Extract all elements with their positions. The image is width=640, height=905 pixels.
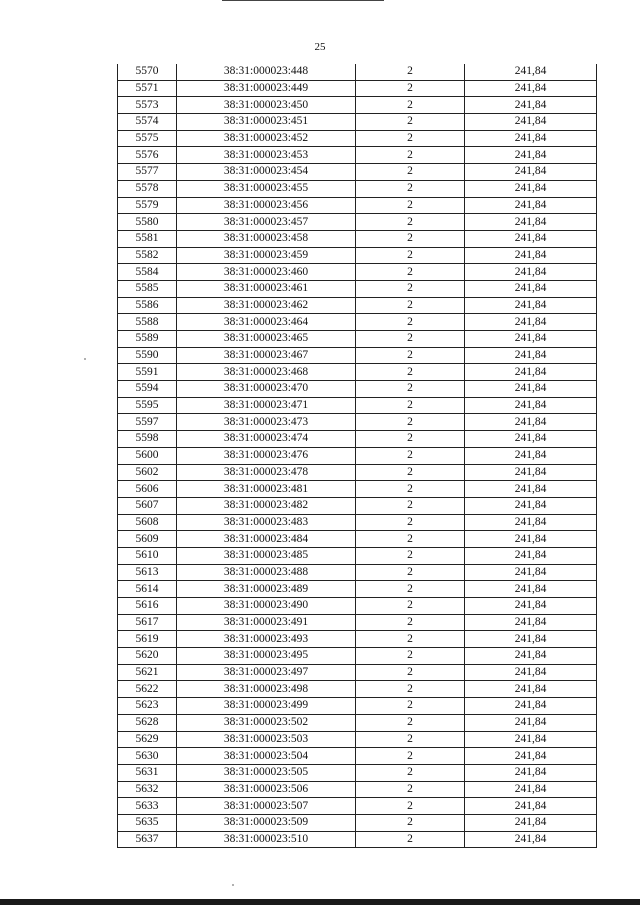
row-number-cell: 5628 xyxy=(118,714,177,731)
cadastral-number-cell: 38:31:000023:488 xyxy=(177,564,356,581)
cadastral-number-cell: 38:31:000023:476 xyxy=(177,447,356,464)
count-cell: 2 xyxy=(356,64,465,80)
table-row xyxy=(118,648,597,665)
count-cell: 2 xyxy=(356,698,465,715)
table-row xyxy=(118,831,597,848)
count-cell: 2 xyxy=(356,764,465,781)
row-number-cell: 5606 xyxy=(118,481,177,498)
row-number-cell: 5582 xyxy=(118,247,177,264)
count-cell: 2 xyxy=(356,197,465,214)
cadastral-number-cell: 38:31:000023:470 xyxy=(177,381,356,398)
row-number-cell: 5614 xyxy=(118,581,177,598)
row-number-cell: 5573 xyxy=(118,97,177,114)
row-number-cell: 5597 xyxy=(118,414,177,431)
row-number-cell: 5602 xyxy=(118,464,177,481)
cadastral-number-cell: 38:31:000023:457 xyxy=(177,214,356,231)
cadastral-number-cell: 38:31:000023:484 xyxy=(177,531,356,548)
row-number-cell: 5577 xyxy=(118,164,177,181)
page-number: 25 xyxy=(314,41,326,53)
count-cell: 2 xyxy=(356,297,465,314)
cadastral-number-cell: 38:31:000023:504 xyxy=(177,748,356,765)
count-cell: 2 xyxy=(356,781,465,798)
area-cell: 241,84 xyxy=(465,614,597,631)
area-cell: 241,84 xyxy=(465,481,597,498)
table-row xyxy=(118,748,597,765)
table-row xyxy=(118,130,597,147)
table-row xyxy=(118,280,597,297)
row-number-cell: 5586 xyxy=(118,297,177,314)
cadastral-number-cell: 38:31:000023:456 xyxy=(177,197,356,214)
table-row xyxy=(118,247,597,264)
count-cell: 2 xyxy=(356,164,465,181)
table-row xyxy=(118,581,597,598)
area-cell: 241,84 xyxy=(465,764,597,781)
row-number-cell: 5633 xyxy=(118,798,177,815)
count-cell: 2 xyxy=(356,614,465,631)
count-cell: 2 xyxy=(356,97,465,114)
row-number-cell: 5598 xyxy=(118,431,177,448)
area-cell: 241,84 xyxy=(465,598,597,615)
area-cell: 241,84 xyxy=(465,197,597,214)
table-row xyxy=(118,447,597,464)
count-cell: 2 xyxy=(356,598,465,615)
area-cell: 241,84 xyxy=(465,464,597,481)
row-number-cell: 5574 xyxy=(118,114,177,131)
cadastral-number-cell: 38:31:000023:509 xyxy=(177,814,356,831)
count-cell: 2 xyxy=(356,447,465,464)
table-row xyxy=(118,164,597,181)
count-cell: 2 xyxy=(356,514,465,531)
area-cell: 241,84 xyxy=(465,681,597,698)
area-cell: 241,84 xyxy=(465,431,597,448)
table-row xyxy=(118,764,597,781)
count-cell: 2 xyxy=(356,147,465,164)
count-cell: 2 xyxy=(356,748,465,765)
count-cell: 2 xyxy=(356,180,465,197)
area-cell: 241,84 xyxy=(465,297,597,314)
table-row xyxy=(118,180,597,197)
row-number-cell: 5609 xyxy=(118,531,177,548)
row-number-cell: 5585 xyxy=(118,280,177,297)
area-cell: 241,84 xyxy=(465,164,597,181)
table-row xyxy=(118,631,597,648)
cadastral-number-cell: 38:31:000023:465 xyxy=(177,331,356,348)
cadastral-number-cell: 38:31:000023:499 xyxy=(177,698,356,715)
table-row xyxy=(118,714,597,731)
table-row xyxy=(118,64,597,80)
table-row xyxy=(118,431,597,448)
cadastral-number-cell: 38:31:000023:502 xyxy=(177,714,356,731)
count-cell: 2 xyxy=(356,80,465,97)
row-number-cell: 5622 xyxy=(118,681,177,698)
area-cell: 241,84 xyxy=(465,397,597,414)
count-cell: 2 xyxy=(356,564,465,581)
cadastral-number-cell: 38:31:000023:505 xyxy=(177,764,356,781)
table-row xyxy=(118,497,597,514)
count-cell: 2 xyxy=(356,464,465,481)
cadastral-number-cell: 38:31:000023:461 xyxy=(177,280,356,297)
area-cell: 241,84 xyxy=(465,497,597,514)
count-cell: 2 xyxy=(356,531,465,548)
table-row xyxy=(118,80,597,97)
area-cell: 241,84 xyxy=(465,714,597,731)
table-row xyxy=(118,781,597,798)
area-cell: 241,84 xyxy=(465,130,597,147)
area-cell: 241,84 xyxy=(465,798,597,815)
cadastral-number-cell: 38:31:000023:493 xyxy=(177,631,356,648)
count-cell: 2 xyxy=(356,114,465,131)
row-number-cell: 5591 xyxy=(118,364,177,381)
table-row xyxy=(118,114,597,131)
table-row xyxy=(118,197,597,214)
area-cell: 241,84 xyxy=(465,831,597,848)
count-cell: 2 xyxy=(356,731,465,748)
count-cell: 2 xyxy=(356,347,465,364)
area-cell: 241,84 xyxy=(465,264,597,281)
count-cell: 2 xyxy=(356,130,465,147)
top-rule xyxy=(222,0,384,1)
cadastral-number-cell: 38:31:000023:459 xyxy=(177,247,356,264)
area-cell: 241,84 xyxy=(465,698,597,715)
table-row xyxy=(118,531,597,548)
cadastral-number-cell: 38:31:000023:448 xyxy=(177,64,356,80)
row-number-cell: 5589 xyxy=(118,331,177,348)
row-number-cell: 5575 xyxy=(118,130,177,147)
area-cell: 241,84 xyxy=(465,381,597,398)
row-number-cell: 5637 xyxy=(118,831,177,848)
count-cell: 2 xyxy=(356,814,465,831)
cadastral-number-cell: 38:31:000023:483 xyxy=(177,514,356,531)
row-number-cell: 5600 xyxy=(118,447,177,464)
cadastral-number-cell: 38:31:000023:450 xyxy=(177,97,356,114)
table-row xyxy=(118,97,597,114)
cadastral-number-cell: 38:31:000023:471 xyxy=(177,397,356,414)
count-cell: 2 xyxy=(356,280,465,297)
area-cell: 241,84 xyxy=(465,64,597,80)
count-cell: 2 xyxy=(356,831,465,848)
count-cell: 2 xyxy=(356,364,465,381)
area-cell: 241,84 xyxy=(465,214,597,231)
cadastral-number-cell: 38:31:000023:497 xyxy=(177,664,356,681)
count-cell: 2 xyxy=(356,664,465,681)
count-cell: 2 xyxy=(356,247,465,264)
area-cell: 241,84 xyxy=(465,414,597,431)
row-number-cell: 5610 xyxy=(118,547,177,564)
data-table-container xyxy=(117,64,596,848)
area-cell: 241,84 xyxy=(465,247,597,264)
cadastral-number-cell: 38:31:000023:498 xyxy=(177,681,356,698)
row-number-cell: 5613 xyxy=(118,564,177,581)
table-row xyxy=(118,147,597,164)
count-cell: 2 xyxy=(356,631,465,648)
area-cell: 241,84 xyxy=(465,280,597,297)
cadastral-number-cell: 38:31:000023:495 xyxy=(177,648,356,665)
cadastral-number-cell: 38:31:000023:490 xyxy=(177,598,356,615)
row-number-cell: 5620 xyxy=(118,648,177,665)
row-number-cell: 5616 xyxy=(118,598,177,615)
scan-speck xyxy=(84,358,86,360)
row-number-cell: 5632 xyxy=(118,781,177,798)
row-number-cell: 5571 xyxy=(118,80,177,97)
table-row xyxy=(118,814,597,831)
cadastral-number-cell: 38:31:000023:452 xyxy=(177,130,356,147)
table-row xyxy=(118,664,597,681)
row-number-cell: 5629 xyxy=(118,731,177,748)
table-row xyxy=(118,314,597,331)
cadastral-number-cell: 38:31:000023:462 xyxy=(177,297,356,314)
area-cell: 241,84 xyxy=(465,447,597,464)
count-cell: 2 xyxy=(356,264,465,281)
row-number-cell: 5578 xyxy=(118,180,177,197)
table-row xyxy=(118,347,597,364)
table-row xyxy=(118,598,597,615)
table-row xyxy=(118,464,597,481)
cadastral-number-cell: 38:31:000023:458 xyxy=(177,230,356,247)
count-cell: 2 xyxy=(356,798,465,815)
table-row xyxy=(118,614,597,631)
area-cell: 241,84 xyxy=(465,114,597,131)
area-cell: 241,84 xyxy=(465,331,597,348)
area-cell: 241,84 xyxy=(465,347,597,364)
row-number-cell: 5619 xyxy=(118,631,177,648)
cadastral-number-cell: 38:31:000023:451 xyxy=(177,114,356,131)
count-cell: 2 xyxy=(356,214,465,231)
cadastral-number-cell: 38:31:000023:455 xyxy=(177,180,356,197)
row-number-cell: 5630 xyxy=(118,748,177,765)
count-cell: 2 xyxy=(356,314,465,331)
table-row xyxy=(118,264,597,281)
row-number-cell: 5584 xyxy=(118,264,177,281)
cadastral-number-cell: 38:31:000023:481 xyxy=(177,481,356,498)
cadastral-number-cell: 38:31:000023:468 xyxy=(177,364,356,381)
area-cell: 241,84 xyxy=(465,731,597,748)
count-cell: 2 xyxy=(356,681,465,698)
area-cell: 241,84 xyxy=(465,631,597,648)
area-cell: 241,84 xyxy=(465,180,597,197)
cadastral-number-cell: 38:31:000023:503 xyxy=(177,731,356,748)
area-cell: 241,84 xyxy=(465,147,597,164)
cadastral-number-cell: 38:31:000023:510 xyxy=(177,831,356,848)
count-cell: 2 xyxy=(356,481,465,498)
table-row xyxy=(118,798,597,815)
table-row xyxy=(118,331,597,348)
table-row xyxy=(118,230,597,247)
count-cell: 2 xyxy=(356,397,465,414)
count-cell: 2 xyxy=(356,230,465,247)
row-number-cell: 5581 xyxy=(118,230,177,247)
table-row xyxy=(118,547,597,564)
table-row xyxy=(118,514,597,531)
row-number-cell: 5595 xyxy=(118,397,177,414)
table-row xyxy=(118,297,597,314)
area-cell: 241,84 xyxy=(465,648,597,665)
count-cell: 2 xyxy=(356,414,465,431)
row-number-cell: 5590 xyxy=(118,347,177,364)
table-row xyxy=(118,214,597,231)
row-number-cell: 5617 xyxy=(118,614,177,631)
cadastral-number-cell: 38:31:000023:491 xyxy=(177,614,356,631)
table-row xyxy=(118,397,597,414)
row-number-cell: 5621 xyxy=(118,664,177,681)
table-row xyxy=(118,481,597,498)
cadastral-number-cell: 38:31:000023:449 xyxy=(177,80,356,97)
area-cell: 241,84 xyxy=(465,564,597,581)
cadastral-number-cell: 38:31:000023:485 xyxy=(177,547,356,564)
cadastral-number-cell: 38:31:000023:464 xyxy=(177,314,356,331)
count-cell: 2 xyxy=(356,331,465,348)
row-number-cell: 5570 xyxy=(118,64,177,80)
cadastral-number-cell: 38:31:000023:460 xyxy=(177,264,356,281)
area-cell: 241,84 xyxy=(465,364,597,381)
table-row xyxy=(118,381,597,398)
count-cell: 2 xyxy=(356,431,465,448)
table-body xyxy=(118,64,597,848)
cadastral-number-cell: 38:31:000023:506 xyxy=(177,781,356,798)
cadastral-number-cell: 38:31:000023:474 xyxy=(177,431,356,448)
count-cell: 2 xyxy=(356,381,465,398)
cadastral-number-cell: 38:31:000023:473 xyxy=(177,414,356,431)
area-cell: 241,84 xyxy=(465,547,597,564)
scan-speck xyxy=(232,884,234,886)
table-row xyxy=(118,698,597,715)
area-cell: 241,84 xyxy=(465,97,597,114)
area-cell: 241,84 xyxy=(465,664,597,681)
count-cell: 2 xyxy=(356,497,465,514)
cadastral-number-cell: 38:31:000023:478 xyxy=(177,464,356,481)
area-cell: 241,84 xyxy=(465,781,597,798)
table-row xyxy=(118,364,597,381)
scan-bottom-band xyxy=(0,899,640,905)
count-cell: 2 xyxy=(356,648,465,665)
area-cell: 241,84 xyxy=(465,230,597,247)
row-number-cell: 5608 xyxy=(118,514,177,531)
row-number-cell: 5594 xyxy=(118,381,177,398)
row-number-cell: 5635 xyxy=(118,814,177,831)
count-cell: 2 xyxy=(356,714,465,731)
row-number-cell: 5576 xyxy=(118,147,177,164)
row-number-cell: 5631 xyxy=(118,764,177,781)
data-table xyxy=(117,64,597,848)
cadastral-number-cell: 38:31:000023:507 xyxy=(177,798,356,815)
area-cell: 241,84 xyxy=(465,80,597,97)
cadastral-number-cell: 38:31:000023:453 xyxy=(177,147,356,164)
count-cell: 2 xyxy=(356,581,465,598)
area-cell: 241,84 xyxy=(465,814,597,831)
area-cell: 241,84 xyxy=(465,531,597,548)
cadastral-number-cell: 38:31:000023:489 xyxy=(177,581,356,598)
area-cell: 241,84 xyxy=(465,514,597,531)
count-cell: 2 xyxy=(356,547,465,564)
area-cell: 241,84 xyxy=(465,748,597,765)
table-row xyxy=(118,564,597,581)
row-number-cell: 5607 xyxy=(118,497,177,514)
row-number-cell: 5580 xyxy=(118,214,177,231)
cadastral-number-cell: 38:31:000023:467 xyxy=(177,347,356,364)
area-cell: 241,84 xyxy=(465,314,597,331)
row-number-cell: 5588 xyxy=(118,314,177,331)
area-cell: 241,84 xyxy=(465,581,597,598)
row-number-cell: 5579 xyxy=(118,197,177,214)
table-row xyxy=(118,414,597,431)
table-row xyxy=(118,731,597,748)
cadastral-number-cell: 38:31:000023:482 xyxy=(177,497,356,514)
cadastral-number-cell: 38:31:000023:454 xyxy=(177,164,356,181)
row-number-cell: 5623 xyxy=(118,698,177,715)
table-row xyxy=(118,681,597,698)
